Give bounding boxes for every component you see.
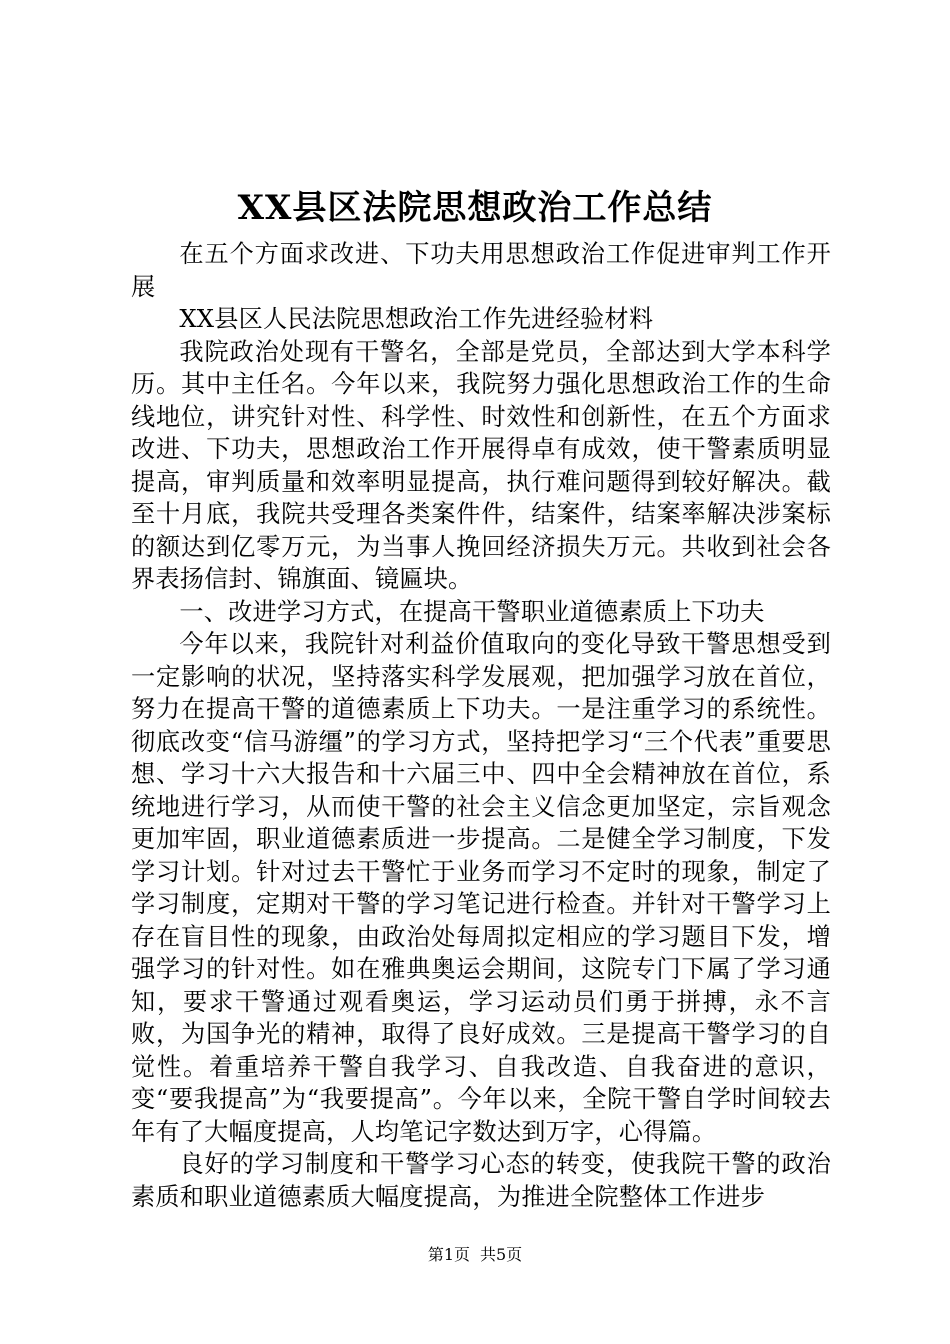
paragraph-section-1: 今年以来，我院针对利益价值取向的变化导致干警思想受到一定影响的状况，坚持落实科学发展观，把加强学习放在首位，努力在提高干警的道德素质上下功夫。一是注重学习的系统性。彻底改变“信马游缰”的学习方式，坚持把学习“三个代表”重要思想、学习十六大报告和十六届三中、四中全会精神放在首位，系统地进行学习，从而使干警的社会主义信念更加坚定，宗旨观念更加牢固，职业道德素质进一步提高。二是健全学习制度，下发学习计划。针对过去干警忙于业务而学习不定时的现象，制定了学习制度，定期对干警的学习笔记进行检查。并针对干警学习上存在盲目性的现象，由政治处每周拟定相应的学习题目下发，增强学习的针对性。如在雅典奥运会期间，这院专门下属了学习通知，要求干警通过观看奥运，学习运动员们勇于拼搏，永不言败，为国争光的精神，取得了良好成效。三是提高干警学习的自觉性。着重培养干警自我学习、自我改造、自我奋进的意识，变“要我提高”为“我要提高”。今年以来，全院干警自学时间较去年有了大幅度提高，人均笔记字数达到万字，心得篇。 — [131, 630, 831, 1146]
paragraph-intro: 我院政治处现有干警名，全部是党员，全部达到大学本科学历。其中主任名。今年以来，我院努力强化思想政治工作的生命线地位，讲究针对性、科学性、时效性和创新性，在五个方面求改进、下功夫，思想政治工作开展得卓有成效，使干警素质明显提高，审判质量和效率明显提高，执行难问题得到较好解决。截至十月底，我院共受理各类案件件，结案件，结案率解决涉案标的额达到亿零万元，为当事人挽回经济损失万元。共收到社会各界表扬信封、锦旗面、镜匾块。 — [131, 337, 831, 593]
section-heading-1: 一、改进学习方式，在提高干警职业道德素质上下功夫 — [179, 597, 765, 626]
paragraph-material-title: XX县区人民法院思想政治工作先进经验材料 — [179, 305, 654, 333]
page-footer — [0, 1244, 950, 1266]
document-title: XX县区法院思想政治工作总结 — [237, 188, 713, 228]
paragraph-section-1-summary: 良好的学习制度和干警学习心态的转变，使我院干警的政治素质和职业道德素质大幅度提高，为推进全院整体工作进步 — [131, 1150, 831, 1211]
page-total: 共5页 — [480, 1245, 523, 1264]
page-number: 第1页 — [427, 1245, 470, 1264]
document-body — [131, 238, 831, 1213]
paragraph-subtitle: 在五个方面求改进、下功夫用思想政治工作促进审判工作开展 — [131, 240, 831, 301]
